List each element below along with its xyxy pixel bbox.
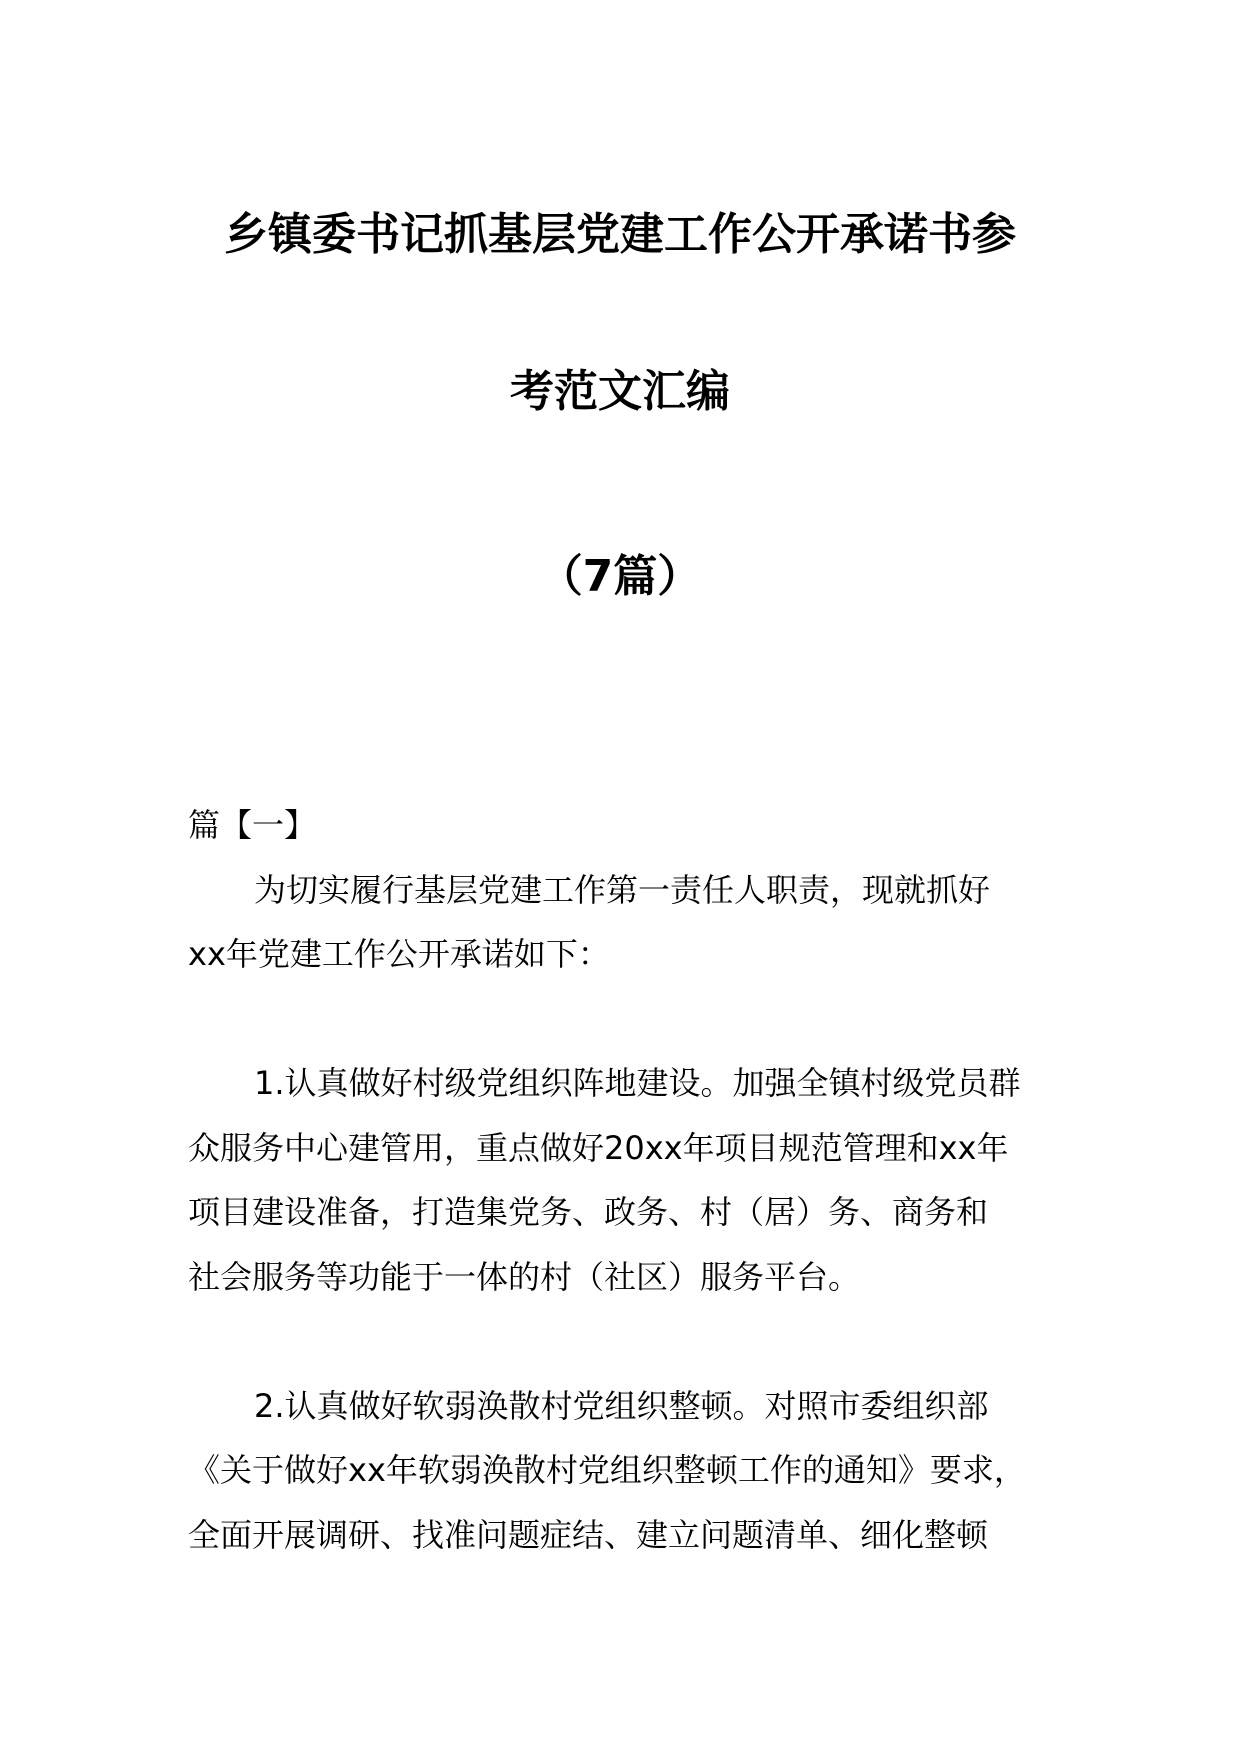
item2-line: 全面开展调研、找准问题症结、建立问题清单、细化整顿 <box>188 1515 989 1554</box>
document-body <box>188 793 1058 1567</box>
document-count: （7篇） <box>538 551 702 602</box>
item2-line: 《关于做好xx年软弱涣散村党组织整顿工作的通知》要求， <box>188 1451 1026 1489</box>
intro-line: 为切实履行基层党建工作第一责任人职责，现就抓好 <box>254 870 991 909</box>
item1-line: 项目建设准备，打造集党务、政务、村（居）务、商务和 <box>188 1193 989 1231</box>
item2-line: 2.认真做好软弱涣散村党组织整顿。对照市委组织部 <box>254 1386 989 1425</box>
intro-line: xx年党建工作公开承诺如下： <box>188 935 610 973</box>
document-title-line-1: 乡镇委书记抓基层党建工作公开承诺书参 <box>224 209 1016 260</box>
document-title-line-2: 考范文汇编 <box>510 366 730 417</box>
item1-line: 社会服务等功能于一体的村（社区）服务平台。 <box>188 1257 861 1296</box>
section-heading: 篇【一】 <box>188 806 317 844</box>
item1-line: 众服务中心建管用，重点做好20xx年项目规范管理和xx年 <box>188 1128 1009 1167</box>
item1-line: 1.认真做好村级党组织阵地建设。加强全镇村级党员群 <box>254 1064 1021 1102</box>
